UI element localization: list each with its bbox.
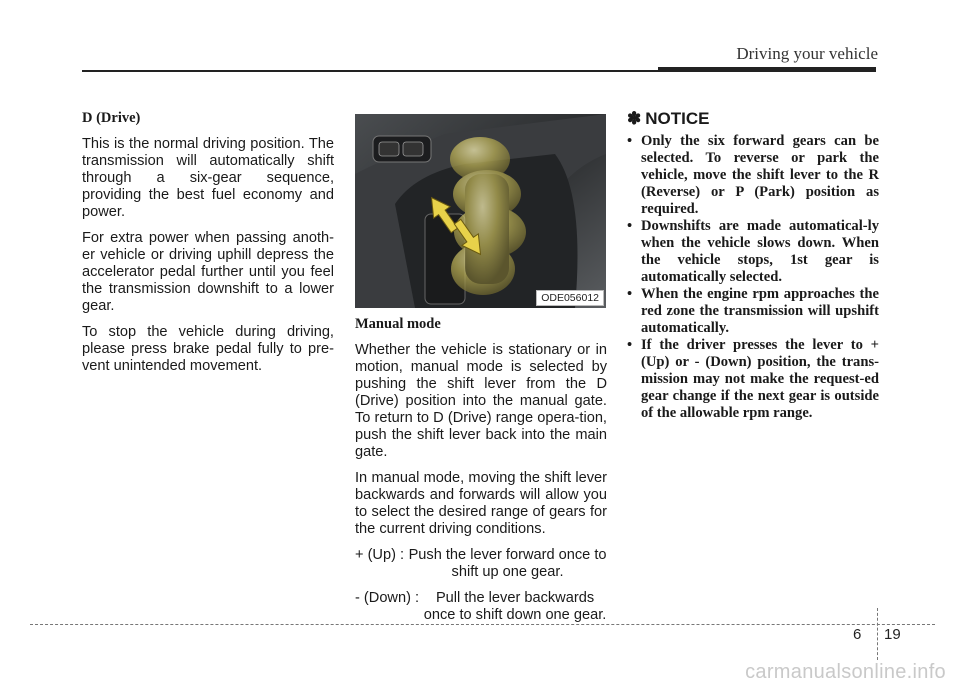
notice-item: • Downshifts are made automatical-ly when the vehicle slows down. When the vehicle stops, 1st gear is automatically selected. [627,218,879,286]
header-rule [82,70,662,72]
footer-rule [30,624,935,625]
drive-paragraph: To stop the vehicle during driving, please press brake pedal fully to pre-vent unintended movement. [82,324,334,374]
header-rule-accent [658,67,876,72]
column-drive [82,110,334,384]
manual-mode-paragraph: Whether the vehicle is stationary or in motion, manual mode is selected by pushing the shift lever from the D (Drive) position into the manual gate. To return to D (Drive) range opera-tion, push the shift lever back into the main gate. [355,342,607,460]
shift-lever-illustration [355,114,606,308]
notice-title-text: NOTICE [645,109,710,128]
definition-term: + (Up) : [355,547,405,563]
column-manual-mode [355,316,607,633]
page-number: 19 [884,626,901,643]
definition-up [355,547,607,581]
drive-paragraph: This is the normal driving position. The transmission will automatically shift through a six-gear sequence, providing the best fuel economy and power. [82,136,334,220]
manual-mode-heading: Manual mode [355,316,441,332]
drive-heading: D (Drive) [82,110,141,126]
manual-mode-paragraph: In manual mode, moving the shift lever backwards and forwards will allow you to select the desired range of gears for the current driving conditions. [355,470,607,537]
page-header-title: Driving your vehicle [736,44,878,63]
notice-list [627,133,879,422]
notice-box [627,110,879,422]
notice-item: • Only the six forward gears can be selected. To reverse or park the vehicle, move the shift lever to the R (Reverse) or P (Park) position as required. [627,133,879,218]
watermark: carmanualsonline.info [745,661,946,683]
notice-item: • If the driver presses the lever to + (Up) or - (Down) position, the trans-mission may not make the request-ed gear change if the next gear is outside of the allowable rpm range. [627,337,879,422]
definition-down [355,590,607,624]
notice-item: • When the engine rpm approaches the red zone the transmission will upshift automatically. [627,286,879,337]
notice-title [627,110,879,127]
shift-lever-figure [355,114,606,308]
definition-desc: Pull the lever backwards once to shift down one gear. [423,590,607,623]
figure-code: ODE056012 [536,290,604,306]
definition-term: - (Down) : [355,590,420,606]
footer-divider [877,608,878,660]
chapter-number: 6 [853,626,862,643]
asterisk-icon: ✽ [627,109,642,128]
drive-paragraph: For extra power when passing anoth-er vehicle or driving uphill depress the accelerator pedal further until you feel the transmission downshift to a lower gear. [82,230,334,314]
definition-desc: Push the lever forward once to shift up one gear. [408,547,607,580]
